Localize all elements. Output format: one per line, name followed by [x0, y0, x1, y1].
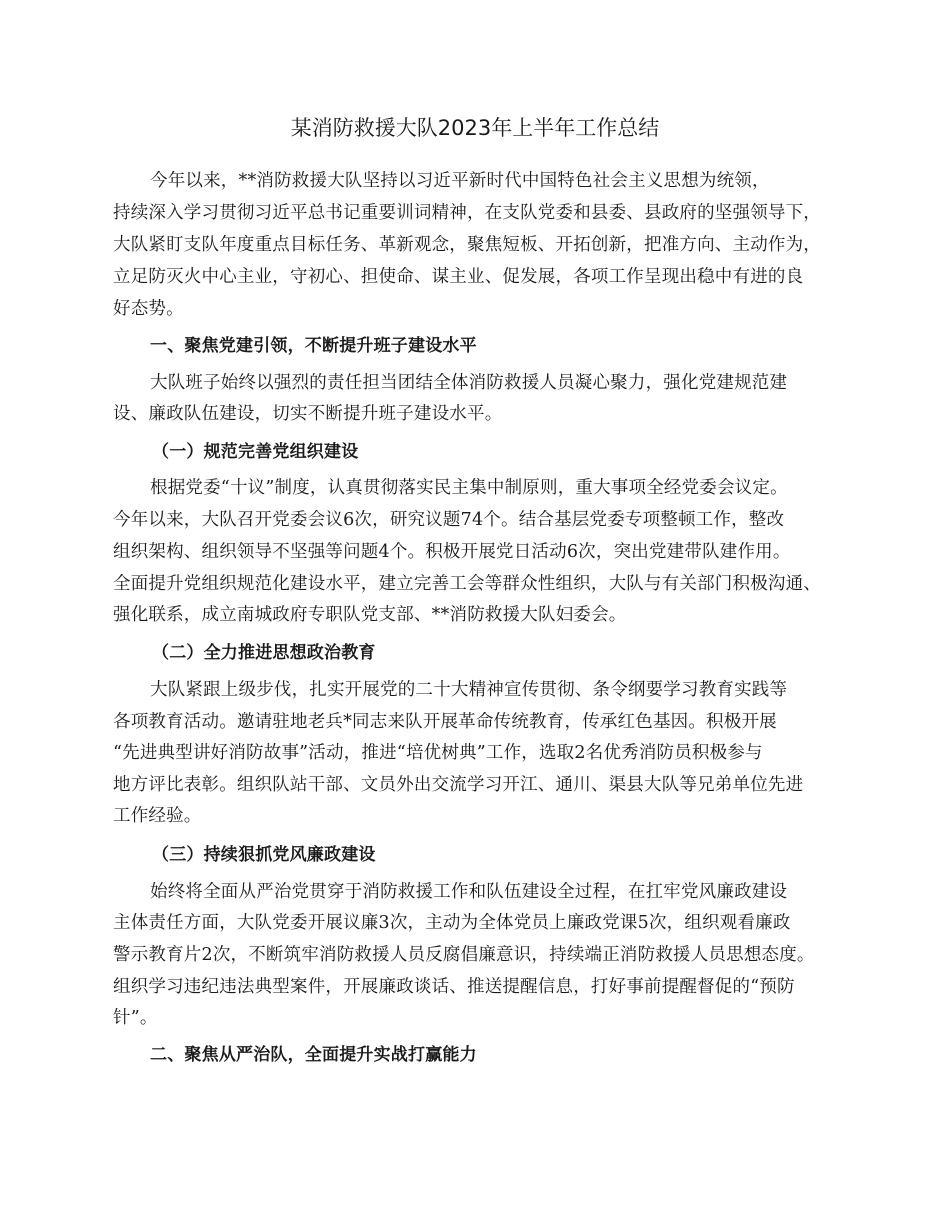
- paragraph-line: 地方评比表彰。组织队站干部、文员外出交流学习开江、通川、渠县大队等兄弟单位先进: [113, 775, 804, 795]
- paragraph-line: 根据党委“十议”制度，认真贯彻落实民主集中制原则，重大事项全经党委会议定。: [150, 478, 788, 498]
- paragraph-line: 强化联系，成立南城政府专职队党支部、**消防救援大队妇委会。: [113, 605, 627, 625]
- paragraph-line: 各项教育活动。邀请驻地老兵*同志来队开展革命传统教育，传承红色基因。积极开展: [113, 712, 777, 732]
- subsection-heading: （二）全力推进思想政治教育: [152, 643, 376, 663]
- subsection-heading: （三）持续狠抓党风廉政建设: [152, 845, 376, 865]
- section-heading: 二、聚焦从严治队，全面提升实战打赢能力: [150, 1045, 477, 1065]
- paragraph-line: 工作经验。: [113, 806, 202, 826]
- paragraph-line: 警示教育片2次，不断筑牢消防救援人员反腐倡廉意识，持续端正消防救援人员思想态度。: [113, 945, 815, 965]
- intro-line: 今年以来，**消防救援大队坚持以习近平新时代中国特色社会主义思想为统领，: [150, 171, 770, 191]
- intro-line: 好态势。: [113, 299, 184, 319]
- paragraph-line: 设、廉政队伍建设，切实不断提升班子建设水平。: [113, 404, 503, 424]
- subsection-heading: （一）规范完善党组织建设: [152, 442, 359, 462]
- paragraph-line: 今年以来，大队召开党委会议6次，研究议题74个。结合基层党委专项整顿工作，整改: [113, 510, 785, 530]
- paragraph-line: 大队班子始终以强烈的责任担当团结全体消防救援人员凝心聚力，强化党建规范建: [150, 373, 788, 393]
- document-title: 某消防救援大队2023年上半年工作总结: [290, 116, 660, 140]
- intro-line: 立足防灭火中心主业，守初心、担使命、谋主业、促发展，各项工作呈现出稳中有进的良: [113, 267, 804, 287]
- intro-line: 持续深入学习贯彻习近平总书记重要训词精神，在支队党委和县委、县政府的坚强领导下，: [113, 203, 821, 223]
- paragraph-line: 针”。: [113, 1008, 158, 1028]
- paragraph-line: 始终将全面从严治党贯穿于消防救援工作和队伍建设全过程，在扛牢党风廉政建设: [150, 882, 788, 902]
- paragraph-line: “先进典型讲好消防故事”活动，推进“培优树典”工作，选取2名优秀消防员积极参与: [113, 743, 763, 763]
- paragraph-line: 主体责任方面，大队党委开展议廉3次，主动为全体党员上廉政党课5次，组织观看廉政: [113, 913, 791, 933]
- section-heading: 一、聚焦党建引领，不断提升班子建设水平: [150, 336, 477, 356]
- paragraph-line: 组织学习违纪违法典型案件，开展廉政谈话、推送提醒信息，打好事前提醒督促的“预防: [113, 977, 795, 997]
- paragraph-line: 大队紧跟上级步伐，扎实开展党的二十大精神宣传贯彻、条令纲要学习教育实践等: [150, 680, 788, 700]
- paragraph-line: 组织架构、组织领导不坚强等问题4个。积极开展党日活动6次，突出党建带队建作用。: [113, 542, 791, 562]
- intro-line: 大队紧盯支队年度重点目标任务、革新观念，聚焦短板、开拓创新，把准方向、主动作为，: [113, 235, 821, 255]
- paragraph-line: 全面提升党组织规范化建设水平，建立完善工会等群众性组织，大队与有关部门积极沟通、: [113, 574, 821, 594]
